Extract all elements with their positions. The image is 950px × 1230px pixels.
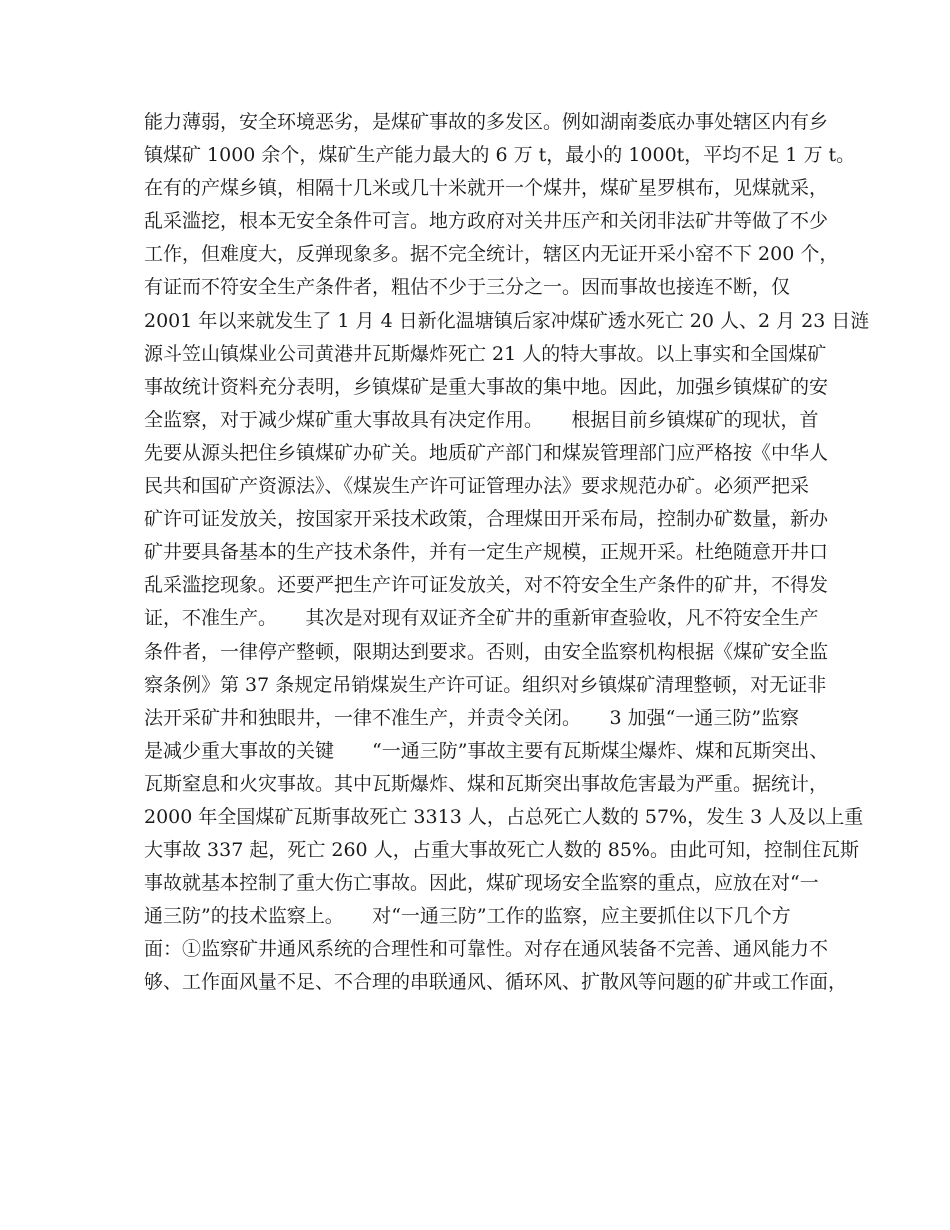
text-line: 有证而不符安全生产条件者，粗估不少于三分之一。因而事故也接连不断，仅	[144, 276, 791, 299]
text-line: 民共和国矿产资源法》、《煤炭生产许可证管理办法》要求规范办矿。必须严把采	[144, 475, 810, 498]
text-line: 在有的产煤乡镇，相隔十几米或几十米就开一个煤井，煤矿星罗棋布，见煤就采，	[144, 177, 829, 200]
text-line: 大事故 337 起，死亡 260 人，占重大事故死亡人数的 85%。由此可知，控制住瓦斯	[144, 839, 859, 862]
text-line: 全监察，对于减少煤矿重大事故具有决定作用。 根据目前乡镇煤矿的现状，首	[144, 408, 819, 431]
text-line: 乱采滥挖现象。还要严把生产许可证发放关，对不符安全生产条件的矿井，不得发	[144, 574, 829, 597]
text-line: 能力薄弱，安全环境恶劣，是煤矿事故的多发区。例如湖南娄底办事处辖区内有乡	[144, 111, 829, 133]
text-line: 2001 年以来就发生了 1 月 4 日新化温塘镇后家冲煤矿透水死亡 20 人、2 月 23 日涟	[144, 309, 870, 332]
text-line: 够、工作面风量不足、不合理的串联通风、循环风、扩散风等问题的矿井或工作面，	[144, 971, 848, 994]
text-line: 事故统计资料充分表明，乡镇煤矿是重大事故的集中地。因此，加强乡镇煤矿的安	[144, 375, 829, 398]
text-line: 源斗笠山镇煤业公司黄港井瓦斯爆炸死亡 21 人的特大事故。以上事实和全国煤矿	[144, 342, 827, 365]
text-line: 法开采矿井和独眼井，一律不准生产，并责令关闭。 3 加强“一通三防”监察	[144, 706, 800, 729]
text-line: 证，不准生产。 其次是对现有双证齐全矿井的重新审查验收，凡不符安全生产	[144, 607, 819, 630]
text-line: 2000 年全国煤矿瓦斯事故死亡 3313 人，占总死亡人数的 57%，发生 3 人及以上重	[144, 805, 864, 828]
text-line: 通三防”的技术监察上。 对“一通三防”工作的监察，应主要抓住以下几个方	[144, 905, 791, 928]
text-line: 矿井要具备基本的生产技术条件，并有一定生产规模，正规开采。杜绝随意开井口	[144, 541, 829, 564]
body-text	[144, 106, 870, 1000]
text-line: 先要从源头把住乡镇煤矿办矿关。地质矿产部门和煤炭管理部门应严格按《中华人	[144, 441, 829, 464]
text-line: 察条例》第 37 条规定吊销煤炭生产许可证。组织对乡镇煤矿清理整顿，对无证非	[144, 673, 827, 696]
text-line: 瓦斯窒息和火灾事故。其中瓦斯爆炸、煤和瓦斯突出事故危害最为严重。据统计，	[144, 772, 829, 795]
text-line: 面：①监察矿井通风系统的合理性和可靠性。对存在通风装备不完善、通风能力不	[144, 938, 829, 961]
text-line: 乱采滥挖，根本无安全条件可言。地方政府对关井压产和关闭非法矿井等做了不少	[144, 210, 829, 233]
text-line: 是减少重大事故的关键 “一通三防”事故主要有瓦斯煤尘爆炸、煤和瓦斯突出、	[144, 739, 829, 762]
text-line: 矿许可证发放关，按国家开采技术政策，合理煤田开采布局，控制办矿数量，新办	[144, 508, 829, 531]
text-line: 镇煤矿 1000 余个，煤矿生产能力最大的 6 万 t，最小的 1000t，平均不足 1 万 t。	[144, 144, 856, 167]
text-line: 工作，但难度大，反弹现象多。据不完全统计，辖区内无证开采小窑不下 200 个，	[144, 243, 839, 266]
text-line: 事故就基本控制了重大伤亡事故。因此，煤矿现场安全监察的重点，应放在对“一	[144, 872, 819, 895]
text-line: 条件者，一律停产整顿，限期达到要求。否则，由安全监察机构根据《煤矿安全监	[144, 640, 829, 663]
